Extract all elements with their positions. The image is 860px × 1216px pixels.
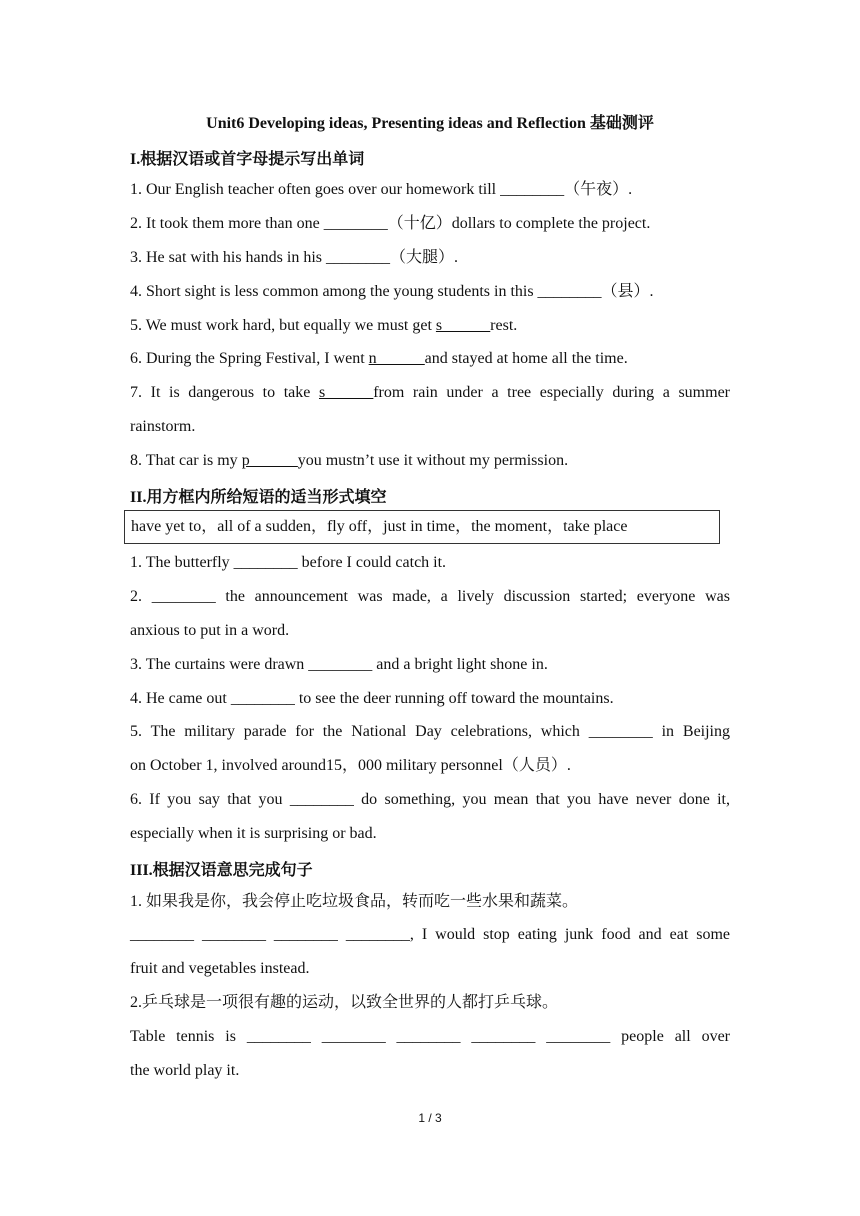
s1-question-1: 1. Our English teacher often goes over our homework till ________（午夜）. (130, 181, 633, 198)
s3-question-2-chinese: 2.乒乓球是一项很有趣的运动，以致全世界的人都打乒乓球。 (130, 994, 559, 1011)
s1-q7-pre: 7. It is dangerous to take (130, 384, 319, 401)
s2-question-6: 6. If you say that you ________ do something, you mean that you have never done it, (130, 791, 730, 808)
s1-question-5 (130, 315, 730, 337)
s2-question-5-cont: on October 1, involved around15，000 military personnel（人员）. (130, 757, 571, 774)
s1-q8-post: you mustn’t use it without my permission. (297, 452, 569, 469)
s1-q8-pre: 8. That car is my (130, 452, 242, 469)
s1-q5-post: rest. (490, 317, 518, 334)
s2-question-5: 5. The military parade for the National Day celebrations, which ________ in Beijing (130, 723, 730, 740)
s1-question-4: 4. Short sight is less common among the young students in this ________（县）. (130, 283, 654, 300)
s1-question-2: 2. It took them more than one ________（十亿）dollars to complete the project. (130, 215, 651, 232)
s1-question-3: 3. He sat with his hands in his ________（大腿）. (130, 249, 458, 266)
s1-question-6 (130, 348, 730, 370)
s2-question-2: 2. ________ the announcement was made, a lively discussion started; everyone was (130, 588, 730, 605)
s3-question-1-chinese: 1. 如果我是你，我会停止吃垃圾食品，转而吃一些水果和蔬菜。 (130, 893, 579, 910)
s2-question-4: 4. He came out ________ to see the deer running off toward the mountains. (130, 690, 614, 707)
s1-q5-pre: 5. We must work hard, but equally we must get (130, 317, 436, 334)
section-1-heading: I.根据汉语或首字母提示写出单词 (130, 151, 365, 168)
s1-q6-blank: n______ (368, 350, 425, 367)
phrase-box: have yet to，all of a sudden，fly off，just in time，the moment，take place (124, 510, 720, 544)
section-3-heading: III.根据汉语意思完成句子 (130, 862, 313, 879)
s1-q8-blank: p______ (241, 452, 298, 469)
page-number: 1 / 3 (418, 1111, 442, 1125)
page-title: Unit6 Developing ideas, Presenting ideas and Reflection 基础测评 (206, 115, 654, 132)
s1-q7-post: from rain under a tree especially during a summer (373, 384, 731, 401)
s1-question-7-cont: rainstorm. (130, 418, 196, 435)
s3-question-2: Table tennis is ________ ________ ________ ________ ________ people all over (130, 1028, 730, 1045)
s1-question-8 (130, 450, 730, 472)
s2-question-6-cont: especially when it is surprising or bad. (130, 825, 377, 842)
s3-question-1-cont: fruit and vegetables instead. (130, 960, 310, 977)
section-2-heading: II.用方框内所给短语的适当形式填空 (130, 489, 387, 506)
s1-q6-post: and stayed at home all the time. (424, 350, 628, 367)
s1-q7-blank: s______ (318, 384, 374, 401)
s2-question-1: 1. The butterfly ________ before I could catch it. (130, 554, 447, 571)
s2-question-3: 3. The curtains were drawn ________ and a bright light shone in. (130, 656, 548, 673)
s1-q5-blank: s______ (435, 317, 491, 334)
s3-question-2-cont: the world play it. (130, 1062, 240, 1079)
s2-question-2-cont: anxious to put in a word. (130, 622, 290, 639)
s1-q6-pre: 6. During the Spring Festival, I went (130, 350, 369, 367)
s3-question-1: ________ ________ ________ ________, I would stop eating junk food and eat some (130, 926, 730, 943)
s1-question-7 (130, 382, 730, 404)
